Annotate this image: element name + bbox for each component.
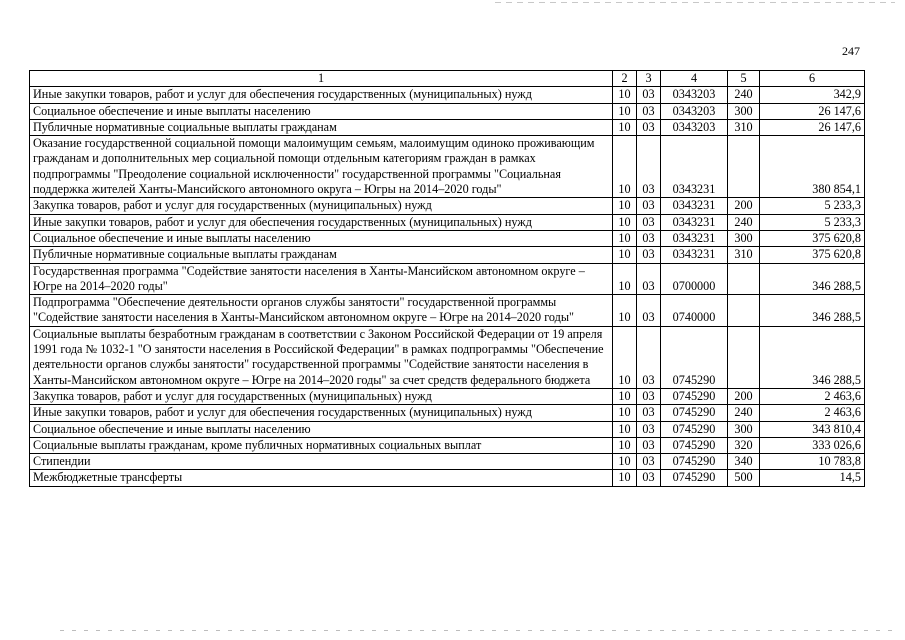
table-row — [30, 136, 865, 198]
row-amount: 343 810,4 — [760, 421, 865, 437]
row-target-code: 0343231 — [661, 214, 728, 230]
row-expense-type: 310 — [728, 119, 760, 135]
scan-artifact-top — [495, 2, 895, 3]
row-subsection: 03 — [637, 136, 661, 198]
row-section: 10 — [613, 405, 637, 421]
page-number: 247 — [842, 44, 860, 58]
row-target-code: 0745290 — [661, 470, 728, 486]
row-description: Иные закупки товаров, работ и услуг для обеспечения государственных (муниципальных) нужд — [30, 87, 613, 103]
row-subsection: 03 — [637, 214, 661, 230]
row-amount: 380 854,1 — [760, 136, 865, 198]
row-target-code: 0343231 — [661, 198, 728, 214]
row-description: Публичные нормативные социальные выплаты гражданам — [30, 247, 613, 263]
table-row — [30, 230, 865, 246]
row-section: 10 — [613, 103, 637, 119]
row-amount: 10 783,8 — [760, 454, 865, 470]
row-expense-type: 200 — [728, 198, 760, 214]
col-header-2: 2 — [613, 71, 637, 87]
row-expense-type: 240 — [728, 405, 760, 421]
table-row — [30, 437, 865, 453]
row-description: Закупка товаров, работ и услуг для государственных (муниципальных) нужд — [30, 198, 613, 214]
row-expense-type — [728, 263, 760, 295]
row-target-code: 0745290 — [661, 405, 728, 421]
table-row — [30, 87, 865, 103]
row-subsection: 03 — [637, 454, 661, 470]
row-section: 10 — [613, 437, 637, 453]
row-expense-type: 500 — [728, 470, 760, 486]
col-header-6: 6 — [760, 71, 865, 87]
table-row — [30, 295, 865, 327]
row-description: Социальные выплаты гражданам, кроме публичных нормативных социальных выплат — [30, 437, 613, 453]
row-amount: 375 620,8 — [760, 247, 865, 263]
row-expense-type: 300 — [728, 103, 760, 119]
row-target-code: 0745290 — [661, 326, 728, 388]
row-section: 10 — [613, 198, 637, 214]
row-description: Закупка товаров, работ и услуг для государственных (муниципальных) нужд — [30, 388, 613, 404]
row-amount: 26 147,6 — [760, 103, 865, 119]
col-header-5: 5 — [728, 71, 760, 87]
row-target-code: 0343231 — [661, 230, 728, 246]
row-expense-type: 240 — [728, 87, 760, 103]
row-subsection: 03 — [637, 119, 661, 135]
row-description: Иные закупки товаров, работ и услуг для обеспечения государственных (муниципальных) нужд — [30, 214, 613, 230]
table-row — [30, 388, 865, 404]
row-expense-type: 320 — [728, 437, 760, 453]
scan-artifact-bottom — [60, 630, 900, 631]
row-subsection: 03 — [637, 388, 661, 404]
row-expense-type — [728, 326, 760, 388]
row-expense-type: 300 — [728, 421, 760, 437]
row-description: Социальное обеспечение и иные выплаты населению — [30, 230, 613, 246]
row-description: Стипендии — [30, 454, 613, 470]
row-amount: 375 620,8 — [760, 230, 865, 246]
row-subsection: 03 — [637, 437, 661, 453]
row-amount: 333 026,6 — [760, 437, 865, 453]
row-section: 10 — [613, 230, 637, 246]
table-row — [30, 119, 865, 135]
row-description: Оказание государственной социальной помощи малоимущим семьям, малоимущим одиноко проживающим гражданам и дополнительных мер социальной помощи отдельным категориям граждан в рамках подпрограммы "Преодоление социальной исключенности" государственной программы "Социальная поддержка жителей Ханты-Мансийского автономного округа – Югры на 2014–2020 годы" — [30, 136, 613, 198]
row-expense-type: 200 — [728, 388, 760, 404]
row-description: Государственная программа "Содействие занятости населения в Ханты-Мансийском автономном округе – Югре на 2014–2020 годы" — [30, 263, 613, 295]
row-subsection: 03 — [637, 295, 661, 327]
row-description: Социальное обеспечение и иные выплаты населению — [30, 103, 613, 119]
table-row — [30, 103, 865, 119]
table-body — [30, 87, 865, 486]
row-description: Иные закупки товаров, работ и услуг для обеспечения государственных (муниципальных) нужд — [30, 405, 613, 421]
row-section: 10 — [613, 247, 637, 263]
row-section: 10 — [613, 136, 637, 198]
table-row — [30, 470, 865, 486]
row-expense-type: 340 — [728, 454, 760, 470]
row-target-code: 0343203 — [661, 119, 728, 135]
row-expense-type — [728, 136, 760, 198]
row-expense-type — [728, 295, 760, 327]
col-header-1: 1 — [30, 71, 613, 87]
row-amount: 346 288,5 — [760, 295, 865, 327]
row-subsection: 03 — [637, 263, 661, 295]
row-amount: 346 288,5 — [760, 263, 865, 295]
row-target-code: 0745290 — [661, 454, 728, 470]
col-header-4: 4 — [661, 71, 728, 87]
table-header — [30, 71, 865, 87]
row-subsection: 03 — [637, 405, 661, 421]
row-subsection: 03 — [637, 230, 661, 246]
row-target-code: 0343203 — [661, 87, 728, 103]
row-section: 10 — [613, 295, 637, 327]
row-target-code: 0745290 — [661, 421, 728, 437]
budget-table — [29, 70, 865, 487]
row-target-code: 0343203 — [661, 103, 728, 119]
row-subsection: 03 — [637, 326, 661, 388]
table-row — [30, 198, 865, 214]
row-amount: 346 288,5 — [760, 326, 865, 388]
row-target-code: 0745290 — [661, 388, 728, 404]
row-section: 10 — [613, 421, 637, 437]
row-amount: 26 147,6 — [760, 119, 865, 135]
row-target-code: 0745290 — [661, 437, 728, 453]
row-amount: 2 463,6 — [760, 388, 865, 404]
row-section: 10 — [613, 454, 637, 470]
row-subsection: 03 — [637, 247, 661, 263]
row-target-code: 0343231 — [661, 247, 728, 263]
col-header-3: 3 — [637, 71, 661, 87]
row-section: 10 — [613, 214, 637, 230]
row-description: Публичные нормативные социальные выплаты гражданам — [30, 119, 613, 135]
row-subsection: 03 — [637, 198, 661, 214]
row-target-code: 0700000 — [661, 263, 728, 295]
row-expense-type: 240 — [728, 214, 760, 230]
row-target-code: 0740000 — [661, 295, 728, 327]
table-row — [30, 214, 865, 230]
row-description: Социальное обеспечение и иные выплаты населению — [30, 421, 613, 437]
row-description: Межбюджетные трансферты — [30, 470, 613, 486]
row-amount: 5 233,3 — [760, 214, 865, 230]
row-section: 10 — [613, 263, 637, 295]
table-row — [30, 263, 865, 295]
row-amount: 14,5 — [760, 470, 865, 486]
table-row — [30, 454, 865, 470]
row-subsection: 03 — [637, 103, 661, 119]
row-subsection: 03 — [637, 421, 661, 437]
row-expense-type: 300 — [728, 230, 760, 246]
row-subsection: 03 — [637, 470, 661, 486]
row-amount: 2 463,6 — [760, 405, 865, 421]
row-target-code: 0343231 — [661, 136, 728, 198]
table-row — [30, 247, 865, 263]
table-row — [30, 405, 865, 421]
table-row — [30, 326, 865, 388]
row-subsection: 03 — [637, 87, 661, 103]
row-section: 10 — [613, 388, 637, 404]
row-amount: 5 233,3 — [760, 198, 865, 214]
row-section: 10 — [613, 326, 637, 388]
row-description: Социальные выплаты безработным гражданам в соответствии с Законом Российской Федерации от 19 апреля 1991 года № 1032-1 "О занятости населения в Российской Федерации" в рамках подпрограммы "Обеспечение деятельности органов службы занятости" государственной программы "Содействие занятости населения в Ханты-Мансийском автономном округе – Югре на 2014–2020 годы" за счет средств федерального бюджета — [30, 326, 613, 388]
row-section: 10 — [613, 470, 637, 486]
row-description: Подпрограмма "Обеспечение деятельности органов службы занятости" государственной программы "Содействие занятости населения в Ханты-Мансийском автономном округе – Югре на 2014–2020 годы" — [30, 295, 613, 327]
table-row — [30, 421, 865, 437]
row-section: 10 — [613, 87, 637, 103]
row-expense-type: 310 — [728, 247, 760, 263]
row-amount: 342,9 — [760, 87, 865, 103]
row-section: 10 — [613, 119, 637, 135]
